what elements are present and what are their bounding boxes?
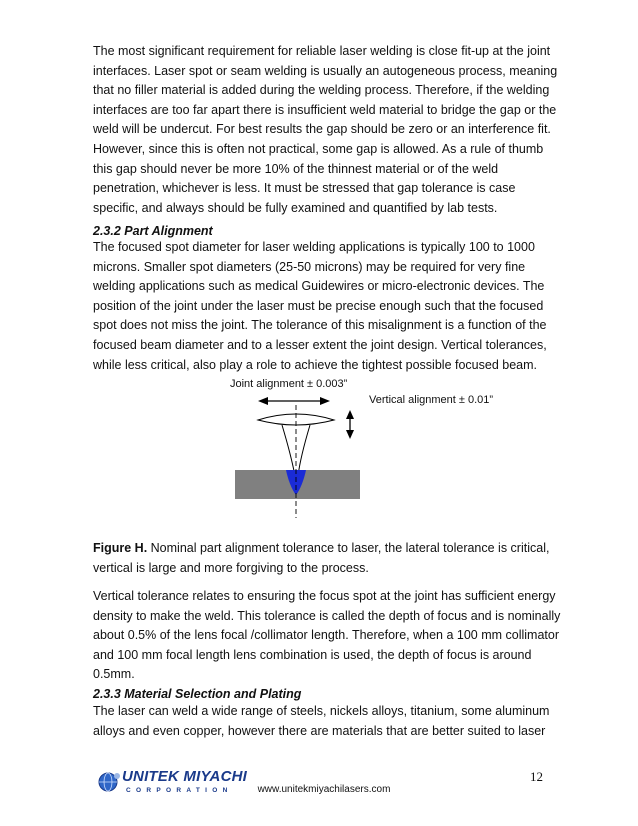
lens-icon bbox=[258, 414, 334, 425]
page-number: 12 bbox=[530, 769, 543, 784]
gap-tolerance-paragraph: The most significant requirement for reliable laser welding is close fit-up at the joint interfaces. Laser spot or seam welding is usually an autogeneous process, meaning that no filler material is added during the welding process. Therefore, if the welding interfaces are too far apart there is insufficient weld material to bridge the gap or the weld will be undercut. For best results the gap should be zero or an interference fit. However, since this is often not practical, some gap is allowed. As a rule of thumb this gap should never be more 10% of the thinnest material or of the weld penetration, whichever is less. It must be stressed that gap tolerance is case specific, and always should be fully examined and quantified by lab tests. bbox=[93, 44, 558, 215]
part-alignment-paragraph: The focused spot diameter for laser welding applications is typically 100 to 1000 microns. Smaller spot diameters (25-50 microns) may be required for very fine welding applications such as medical Guidewires or micro-electronic devices. The position of the joint under the laser must be precise enough such that the focused spot does not miss the joint. The tolerance of this misalignment is a function of the focused beam diameter and to a lesser extent the joint design. Vertical tolerances, while less critical, also play a role to achieve the tightest possible focused beam. bbox=[93, 240, 547, 372]
weld-bead bbox=[286, 470, 306, 495]
workpiece-block bbox=[235, 470, 360, 499]
figure-caption bbox=[93, 539, 563, 578]
material-selection-paragraph: The laser can weld a wide range of steels, nickels alloys, titanium, some aluminum alloys and even copper, however there are materials that are better suited to laser bbox=[93, 704, 550, 738]
footer-url-link[interactable]: www.unitekmiyachilasers.com bbox=[257, 784, 391, 795]
section-heading-material-selection: 2.3.3 Material Selection and Plating bbox=[93, 687, 302, 701]
figure-caption-label: Figure H. bbox=[93, 541, 148, 555]
laser-beam-cone bbox=[282, 425, 310, 476]
brand-name: UNITEK MIYACHI bbox=[122, 768, 248, 785]
figure-caption-text: Nominal part alignment tolerance to laser, the lateral tolerance is critical, vertical is large and more forgiving to the process. bbox=[93, 541, 550, 575]
vertical-double-arrow-icon bbox=[346, 410, 354, 439]
horizontal-double-arrow-icon bbox=[258, 397, 330, 405]
vertical-tolerance-paragraph: Vertical tolerance relates to ensuring the focus spot at the joint has sufficient energy density to make the weld. This tolerance is called the depth of focus and is nominally about 0.5% of the lens focal /collimator length. Therefore, when a 100 mm collimator and 100 mm focal length lens combination is used, the depth of focus is around 0.5mm. bbox=[93, 589, 561, 682]
section-heading-part-alignment: 2.3.2 Part Alignment bbox=[93, 224, 213, 238]
joint-alignment-label: Joint alignment ± 0.003” bbox=[230, 378, 348, 390]
brand-subtitle: CORPORATION bbox=[126, 787, 233, 794]
vertical-alignment-label: Vertical alignment ± 0.01” bbox=[369, 394, 494, 406]
